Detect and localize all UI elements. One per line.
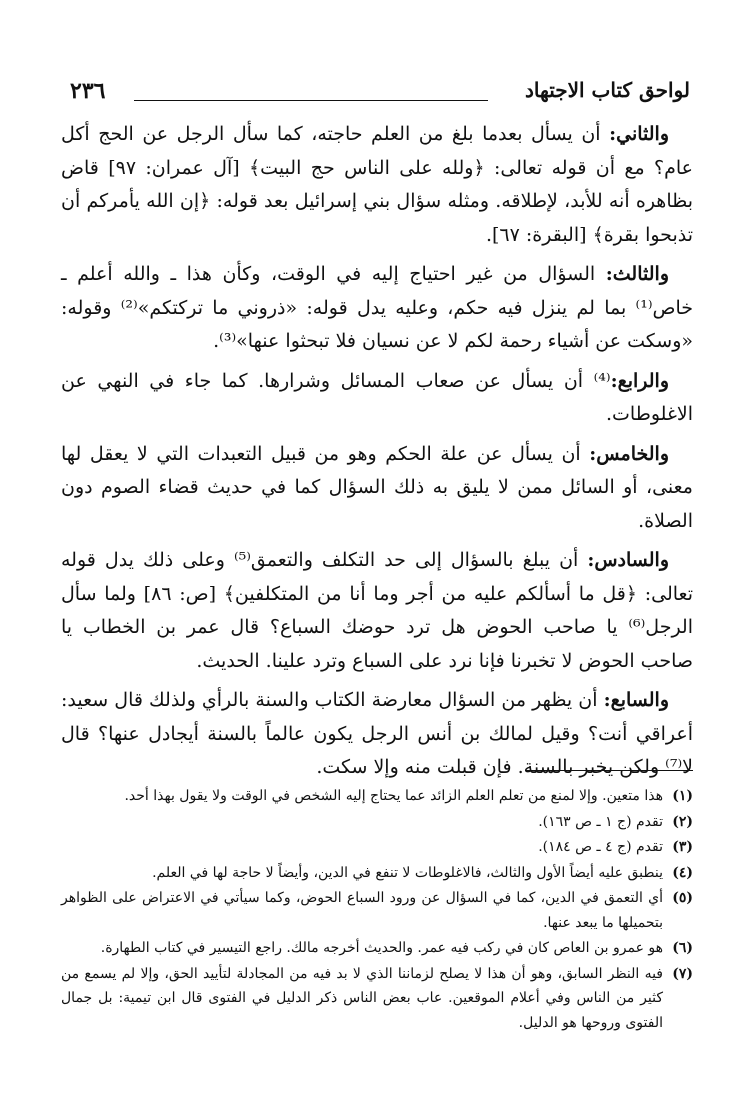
footnote-number: (٤) — [672, 864, 693, 881]
footnote-number: (٧) — [672, 965, 693, 982]
footnote-item — [61, 861, 693, 886]
footnote-separator — [525, 770, 693, 771]
paragraph-third — [61, 258, 693, 359]
footnote-item — [61, 810, 693, 835]
paragraph-second — [61, 118, 693, 252]
paragraph-fifth — [61, 438, 693, 539]
main-text — [61, 118, 693, 791]
footnote-number: (٣) — [672, 839, 693, 855]
paragraph-lead: والخامس: — [589, 442, 669, 465]
footnote-item — [61, 962, 693, 1036]
footnote-text: تقدم (ج ٤ ـ ص ١٨٤). — [538, 839, 663, 855]
paragraph-lead: والثاني: — [609, 123, 669, 145]
paragraph-text: أن يبلغ بالسؤال إلى حد التكلف والتعمق⁽⁵⁾ وعلى ذلك يدل قوله تعالى: ﴿قل ما أسألكم عليه من أجر وما أنا من المتكلفين﴾ [ص: ٨٦] ولما سأل الرجل⁽⁶⁾ يا صاحب الحوض هل ترد حوضك السباع؟ قال عمر بن الخطاب يا صاحب الحوض لا تخبرنا فإنا نرد على السباع وترد علينا. الحديث. — [61, 549, 694, 672]
paragraph-lead: والسادس: — [587, 549, 669, 571]
paragraph-text: أن يسأل بعدما بلغ من العلم حاجته، كما سأل الرجل عن الحج أكل عام؟ مع أن قوله تعالى: ﴿ولله على الناس حج البيت﴾ [آل عمران: ٩٧] قاض بظاهره أنه للأبد، لإطلاقه. ومثله سؤال بني إسرائيل بعد قوله: ﴿إن الله يأمركم أن تذبحوا بقرة﴾ [البقرة: ٦٧]. — [61, 123, 693, 246]
paragraph-text: ⁽⁴⁾ أن يسأل عن صعاب المسائل وشرارها. كما جاء في النهي عن الاغلوطات. — [61, 369, 693, 425]
paragraph-fourth — [61, 365, 693, 432]
footnote-text: فيه النظر السابق، وهو أن هذا لا يصلح لزماننا الذي لا بد فيه من المجادلة لتأييد الحق، وإلا لم يسمع من كثير من الناس وفي أعلام الموقعين. عاب بعض الناس ذكر الدليل في الفتوى قال ابن تيمية: بل جمال الفتوى وروحها هو الدليل. — [61, 965, 663, 1031]
footnote-number: (١) — [672, 788, 693, 804]
page-header — [70, 78, 690, 108]
paragraph-lead: والرابع: — [610, 369, 669, 392]
footnote-number: (٢) — [672, 813, 693, 830]
paragraph-text: السؤال من غير احتياج إليه في الوقت، وكأن هذا ـ والله أعلم ـ خاص⁽¹⁾ بما لم ينزل فيه حكم، وعليه يدل قوله: «ذروني ما تركتكم»⁽²⁾ وقوله: «وسكت عن أشياء رحمة لكم لا عن نسيان فلا تبحثوا عنها»⁽³⁾. — [61, 263, 693, 352]
footnote-item — [61, 936, 693, 961]
paragraph-text: أن يظهر من السؤال معارضة الكتاب والسنة بالرأي ولذلك قال سعيد: أعراقي أنت؟ وقيل لمالك بن أنس الرجل يكون عالماً بالسنة أيجادل عنها؟ قال لا⁽⁷⁾ ولكن يخبر بالسنة. فإن قبلت منه وإلا سكت. — [61, 689, 693, 778]
footnote-text: هو عمرو بن العاص كان في ركب فيه عمر. والحديث أخرجه مالك. راجع التيسير في كتاب الطهارة. — [100, 940, 663, 956]
footnote-number: (٥) — [672, 890, 693, 906]
footnote-text: هذا متعين. وإلا لمنع من تعلم العلم الزائد عما يحتاج إليه الشخص في الوقت ولا يقول بهذا أحد. — [124, 788, 663, 804]
footnote-item — [61, 886, 693, 935]
footnote-item — [61, 784, 693, 809]
footnotes — [61, 784, 693, 1036]
header-rule — [134, 100, 488, 101]
paragraph-text: أن يسأل عن علة الحكم وهو من قبيل التعبدات التي لا يعقل لها معنى، أو السائل ممن لا يليق به ذلك السؤال كما في حديث قضاء الصوم دون الصلاة. — [61, 442, 693, 532]
paragraph-lead: والثالث: — [605, 263, 669, 285]
page-number: ٢٣٦ — [70, 78, 106, 104]
footnote-text: تقدم (ج ١ ـ ص ١٦٣). — [538, 813, 663, 830]
footnote-number: (٦) — [672, 940, 693, 956]
running-title: لواحق كتاب الاجتهاد — [524, 78, 690, 102]
paragraph-sixth — [61, 544, 693, 678]
footnote-text: أي التعمق في الدين، كما في السؤال عن ورود السباع الحوض، وكما سيأتي في الاعتراض على الظواهر بتحميلها ما يبعد عنها. — [61, 890, 663, 931]
paragraph-lead: والسابع: — [603, 689, 669, 711]
footnote-text: ينطبق عليه أيضاً الأول والثالث، فالاغلوطات لا تنفع في الدين، وأيضاً لا حاجة لها في العلم. — [152, 864, 663, 881]
footnote-item — [61, 835, 693, 860]
